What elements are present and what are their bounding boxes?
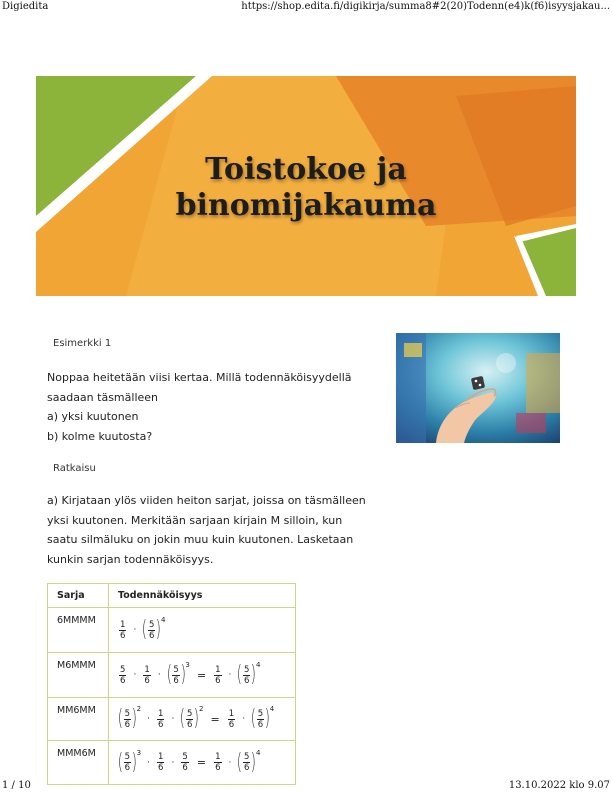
table-header-row <box>48 584 296 608</box>
example-label: Esimerkki 1 <box>53 338 112 349</box>
solution-label: Ratkaisu <box>53 463 96 474</box>
chapter-title: Toistokoe ja binomijakauma <box>175 152 437 223</box>
table-row <box>48 653 296 698</box>
series-cell: 6MMMM <box>48 608 109 653</box>
print-timestamp: 13.10.2022 klo 9.07 <box>508 780 610 791</box>
probability-cell: ( $\frac{5}{6}$ )$^2$ · $\frac{1}{6}$ · ( $\frac{5}{6}$ )$^2$ = $\frac{1}{6}$ · ( $\frac{5}{6}$ )$^4$ <box>109 698 296 741</box>
probability-cell: $\frac{1}{6}$ · ( $\frac{5}{6}$ )$^4$ <box>109 608 296 653</box>
table-row <box>48 741 296 785</box>
example-text: Noppaa heitetään viisi kertaa. Millä todennäköisyydellä saadaan täsmälleen a) yksi kuutonen b) kolme kuutosta? <box>47 371 352 443</box>
table-row <box>48 698 296 741</box>
table-row <box>48 608 296 653</box>
series-cell: MM6MM <box>48 698 109 741</box>
series-cell: M6MMM <box>48 653 109 698</box>
browser-print-footer <box>0 780 612 792</box>
column-header-probability: Todennäköisyys <box>109 584 296 608</box>
series-cell: MMM6M <box>48 741 109 785</box>
probability-cell: $\frac{5}{6}$ · $\frac{1}{6}$ · ( $\frac{5}{6}$ )$^3$ = $\frac{1}{6}$ · ( $\frac{5}{6}$ )$^4$ <box>109 653 296 698</box>
solution-text: a) Kirjataan ylös viiden heiton sarjat, joissa on täsmälleen yksi kuutonen. Merkitään sarjaan kirjain M silloin, kun saatu silmäluku on jokin muu kuin kuutonen. Lasketaan kunkin sarjan todennäköisyys. <box>47 494 366 566</box>
hand-holding-die-photo <box>396 333 560 443</box>
probability-cell: ( $\frac{5}{6}$ )$^3$ · $\frac{1}{6}$ · $\frac{5}{6}$ = $\frac{1}{6}$ · ( $\frac{5}{6}$ )$^4$ <box>109 741 296 785</box>
page-counter: 1 / 10 <box>2 780 31 791</box>
browser-print-header <box>0 0 612 14</box>
app-title: Digiedita <box>2 1 49 12</box>
page-url[interactable]: https://shop.edita.fi/digikirja/summa8#2(20)Todenn(e4)k(f6)isyysjakau... <box>241 1 610 12</box>
chapter-banner <box>36 76 576 296</box>
column-header-series: Sarja <box>48 584 109 608</box>
probability-table <box>47 583 296 785</box>
